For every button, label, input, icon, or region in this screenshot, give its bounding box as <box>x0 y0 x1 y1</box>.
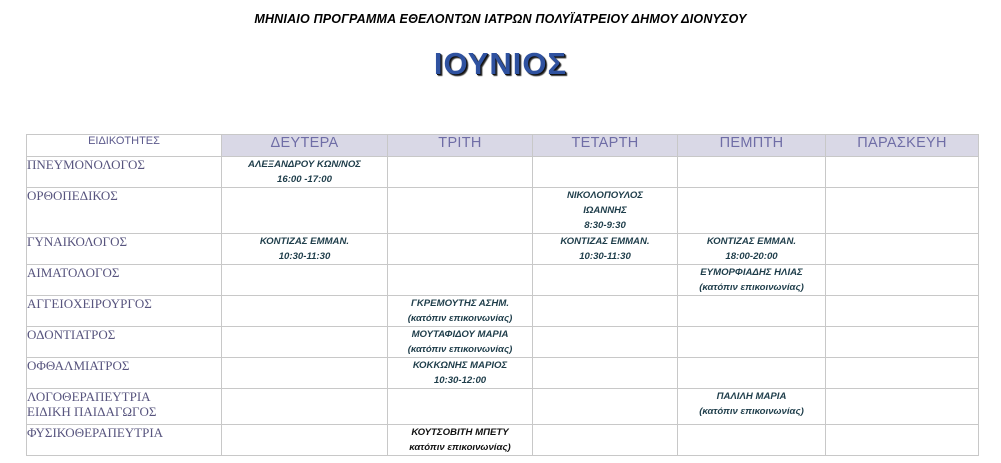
schedule-cell-monday <box>222 234 388 265</box>
day-header-friday: ΠΑΡΑΣΚΕΥΗ <box>826 135 979 157</box>
schedule-cell-monday <box>222 188 388 234</box>
specialty-label: ΦΥΣΙΚΟΘΕΡΑΠΕΥΤΡΙΑ <box>27 425 164 440</box>
table-row <box>27 188 979 234</box>
schedule-cell-friday <box>826 234 979 265</box>
specialty-label: ΠΝΕΥΜΟΝΟΛΟΓΟΣ <box>27 157 145 172</box>
table-row <box>27 265 979 296</box>
schedule-cell-friday <box>826 327 979 358</box>
appointment-info: 8:30-9:30 <box>584 220 626 231</box>
schedule-cell-thursday <box>678 358 826 389</box>
schedule-cell-wednesday <box>533 157 678 188</box>
doctor-name: ΝΙΚΟΛΟΠΟΥΛΟΣ <box>566 190 644 201</box>
schedule-cell-friday <box>826 358 979 389</box>
specialty-label: ΟΔΟΝΤΙΑΤΡΟΣ <box>27 327 116 342</box>
specialty-cell <box>27 358 222 389</box>
specialty-cell <box>27 265 222 296</box>
schedule-cell-monday <box>222 358 388 389</box>
doctor-name: ΠΑΛΙΛΗ ΜΑΡΙΑ <box>716 391 787 402</box>
appointment-info: 10:30-11:30 <box>579 251 631 262</box>
month-title: ΙΟΥΝΙΟΣ <box>433 46 568 81</box>
table-row <box>27 425 979 456</box>
doctor-name: ΜΟΥΤΑΦΙΔΟΥ ΜΑΡΙΑ <box>411 329 509 340</box>
table-row <box>27 157 979 188</box>
schedule-cell-tuesday <box>388 327 533 358</box>
specialty-cell <box>27 188 222 234</box>
specialty-label: ΑΙΜΑΤΟΛΟΓΟΣ <box>27 265 120 280</box>
schedule-cell-tuesday <box>388 157 533 188</box>
schedule-cell-monday <box>222 296 388 327</box>
specialty-cell <box>27 425 222 456</box>
schedule-cell-tuesday <box>388 425 533 456</box>
specialty-label: ΓΥΝΑΙΚΟΛΟΓΟΣ <box>27 234 128 249</box>
schedule-cell-thursday <box>678 234 826 265</box>
schedule-cell-wednesday <box>533 188 678 234</box>
day-header-thursday: ΠΕΜΠΤΗ <box>678 135 826 157</box>
schedule-cell-wednesday <box>533 327 678 358</box>
doctor-name: ΓΚΡΕΜΟΥΤΗΣ ΑΣΗΜ. <box>411 298 509 309</box>
schedule-cell-friday <box>826 188 979 234</box>
specialty-label: ΟΦΘΑΛΜΙΑΤΡΟΣ <box>27 358 130 373</box>
document-subtitle: ΜΗΝΙΑΙΟ ΠΡΟΓΡΑΜΜΑ ΕΘΕΛΟΝΤΩΝ ΙΑΤΡΩΝ ΠΟΛΥΪΑΤΡΕΙΟΥ ΔΗΜΟΥ ΔΙΟΝΥΣΟΥ <box>254 12 747 26</box>
schedule-cell-wednesday <box>533 425 678 456</box>
schedule-cell-monday <box>222 389 388 425</box>
specialty-cell <box>27 389 222 425</box>
schedule-cell-monday <box>222 157 388 188</box>
day-header-monday: ΔΕΥΤΕΡΑ <box>222 135 388 157</box>
table-row <box>27 327 979 358</box>
appointment-info: 18:00-20:00 <box>725 251 778 262</box>
schedule-cell-thursday <box>678 188 826 234</box>
schedule-cell-wednesday <box>533 265 678 296</box>
schedule-cell-thursday <box>678 265 826 296</box>
specialty-label: ΛΟΓΟΘΕΡΑΠΕΥΤΡΙΑ <box>27 389 151 404</box>
table-row <box>27 296 979 327</box>
appointment-info: 10:30-12:00 <box>433 375 487 386</box>
schedule-cell-friday <box>826 157 979 188</box>
schedule-cell-tuesday <box>388 234 533 265</box>
specialty-label: ΕΙΔΙΚΗ ΠΑΙΔΑΓΩΓΟΣ <box>27 404 157 419</box>
schedule-cell-tuesday <box>388 296 533 327</box>
doctor-name: ΑΛΕΞΑΝΔΡΟΥ ΚΩΝ/ΝΟΣ <box>248 159 361 170</box>
schedule-cell-tuesday <box>388 389 533 425</box>
schedule-table <box>26 134 979 456</box>
appointment-info: (κατόπιν επικοινωνίας) <box>407 313 513 324</box>
schedule-cell-wednesday <box>533 389 678 425</box>
schedule-cell-thursday <box>678 157 826 188</box>
specialty-cell <box>27 296 222 327</box>
specialty-label: ΟΡΘΟΠΕΔΙΚΟΣ <box>27 188 118 203</box>
appointment-info: (κατόπιν επικοινωνίας) <box>407 344 513 355</box>
specialty-cell <box>27 157 222 188</box>
appointment-info: (κατόπιν επικοινωνίας) <box>699 406 804 417</box>
doctor-name: ΚΟΝΤΙΖΑΣ ΕΜΜΑΝ. <box>259 236 350 247</box>
specialty-cell <box>27 327 222 358</box>
schedule-cell-thursday <box>678 296 826 327</box>
schedule-cell-thursday <box>678 425 826 456</box>
schedule-cell-friday <box>826 296 979 327</box>
appointment-info: 16:00 -17:00 <box>277 174 332 185</box>
doctor-name: ΕΥΜΟΡΦΙΑΔΗΣ ΗΛΙΑΣ <box>700 267 803 278</box>
schedule-cell-wednesday <box>533 358 678 389</box>
schedule-cell-tuesday <box>388 265 533 296</box>
appointment-info: ΙΩΑΝΝΗΣ <box>583 205 627 216</box>
specialty-cell <box>27 234 222 265</box>
specialty-label: ΑΓΓΕΙΟΧΕΙΡΟΥΡΓΟΣ <box>27 296 152 311</box>
schedule-cell-thursday <box>678 327 826 358</box>
schedule-cell-tuesday <box>388 188 533 234</box>
appointment-info: (κατόπιν επικοινωνίας) <box>699 282 804 293</box>
schedule-cell-thursday <box>678 389 826 425</box>
specialty-column-header: ΕΙΔΙΚΟΤΗΤΕΣ <box>27 135 222 157</box>
header-row <box>27 135 979 157</box>
table-row <box>27 234 979 265</box>
schedule-cell-friday <box>826 265 979 296</box>
schedule-cell-monday <box>222 425 388 456</box>
schedule-cell-friday <box>826 425 979 456</box>
day-header-wednesday: ΤΕΤΑΡΤΗ <box>533 135 678 157</box>
schedule-cell-friday <box>826 389 979 425</box>
doctor-name: ΚΟΚΚΩΝΗΣ ΜΑΡΙΟΣ <box>412 360 508 371</box>
table-row <box>27 389 979 425</box>
doctor-name: ΚΟΥΤΣΟΒΙΤΗ ΜΠΕΤΥ <box>411 427 509 438</box>
doctor-name: ΚΟΝΤΙΖΑΣ ΕΜΜΑΝ. <box>560 236 650 247</box>
appointment-info: 10:30-11:30 <box>278 251 331 262</box>
schedule-cell-tuesday <box>388 358 533 389</box>
schedule-cell-wednesday <box>533 234 678 265</box>
schedule-cell-monday <box>222 265 388 296</box>
schedule-cell-monday <box>222 327 388 358</box>
schedule-cell-wednesday <box>533 296 678 327</box>
table-row <box>27 358 979 389</box>
appointment-info: κατόπιν επικοινωνίας) <box>409 442 511 453</box>
doctor-name: ΚΟΝΤΙΖΑΣ ΕΜΜΑΝ. <box>706 236 797 247</box>
day-header-tuesday: ΤΡΙΤΗ <box>388 135 533 157</box>
